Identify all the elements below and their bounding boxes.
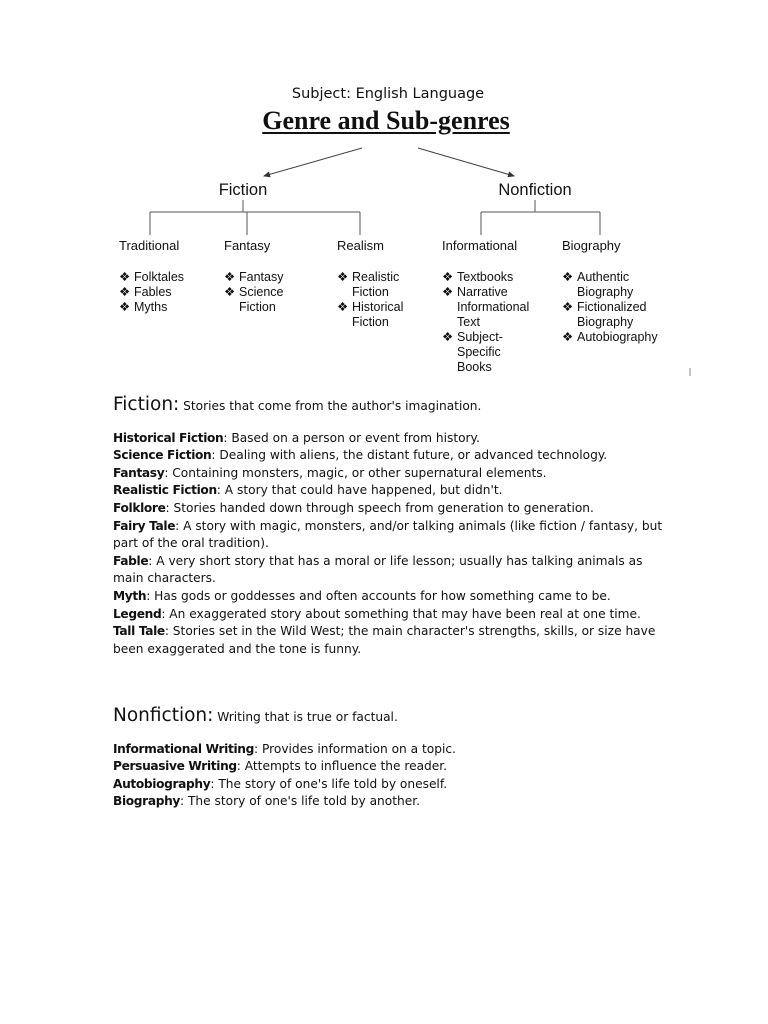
definition-text: : Containing monsters, magic, or other supernatural elements. xyxy=(164,465,547,480)
subgenre-item: Authentic xyxy=(577,270,630,284)
diamond-bullet-icon: ❖ xyxy=(562,330,574,344)
fiction-term-list xyxy=(113,430,673,659)
diamond-bullet-icon: ❖ xyxy=(442,330,454,344)
diamond-bullet-icon: ❖ xyxy=(562,270,574,284)
definition-text: : The story of one's life told by oneself. xyxy=(210,776,448,791)
nonfiction-term-list xyxy=(113,741,673,811)
subgenre-label: Informational xyxy=(442,238,518,253)
definition-item xyxy=(113,758,673,776)
subgenre-item: Biography xyxy=(577,315,634,329)
definition-text: : An exaggerated story about something that may have been real at one time. xyxy=(161,606,641,621)
definition-term: Fairy Tale xyxy=(113,518,176,533)
definition-item xyxy=(113,430,673,448)
definition-term: Fantasy xyxy=(113,465,165,480)
definition-item xyxy=(113,447,673,465)
diamond-bullet-icon: ❖ xyxy=(224,285,236,299)
arrow-to-fiction xyxy=(264,148,362,176)
fiction-heading: Fiction: xyxy=(113,394,180,415)
subgenre-item: Text xyxy=(457,315,480,329)
definition-item xyxy=(113,482,673,500)
definition-term: Myth xyxy=(113,588,147,603)
definition-term: Persuasive Writing xyxy=(113,759,237,774)
diamond-bullet-icon: ❖ xyxy=(224,270,236,284)
definition-term: Realistic Fiction xyxy=(113,483,217,498)
subgenre-item: Myths xyxy=(134,300,168,314)
diamond-bullet-icon: ❖ xyxy=(442,285,454,299)
subgenre-item: Science xyxy=(239,285,284,299)
subgenre-item: Realistic xyxy=(352,270,400,284)
subgenre-label: Fantasy xyxy=(224,238,271,253)
definition-text: : Dealing with aliens, the distant future, or advanced technology. xyxy=(211,448,608,463)
diamond-bullet-icon: ❖ xyxy=(119,300,131,314)
definition-text: : A story with magic, monsters, and/or talking animals (like fiction / fantasy, but part of the oral tradition). xyxy=(113,518,663,551)
subgenre-item: Autobiography xyxy=(577,330,658,344)
definition-item xyxy=(113,588,673,606)
definition-term: Biography xyxy=(113,794,180,809)
subgenre-label: Biography xyxy=(562,238,621,253)
subgenre-item: Fiction xyxy=(352,315,389,329)
fiction-description: Stories that come from the author's imagination. xyxy=(183,399,482,413)
definition-text: : Has gods or goddesses and often accounts for how something came to be. xyxy=(146,588,611,603)
definition-text: : A very short story that has a moral or life lesson; usually has talking animals as main characters. xyxy=(113,553,643,586)
nonfiction-heading-line xyxy=(113,707,673,727)
diamond-bullet-icon: ❖ xyxy=(119,270,131,284)
subgenre-item: Narrative xyxy=(457,285,508,299)
subgenre-item: Fiction xyxy=(352,285,389,299)
diamond-bullet-icon: ❖ xyxy=(119,285,131,299)
definition-text: : The story of one's life told by another. xyxy=(180,794,420,809)
subgenre-item: Specific xyxy=(457,345,501,359)
definition-item xyxy=(113,606,673,624)
definition-term: Folklore xyxy=(113,500,166,515)
definition-term: Informational Writing xyxy=(113,741,254,756)
category-fiction: Fiction xyxy=(218,181,268,199)
subgenre-item: Informational xyxy=(457,300,530,314)
definition-item xyxy=(113,793,673,811)
diamond-bullet-icon: ❖ xyxy=(337,270,349,284)
subgenre-item: Books xyxy=(457,360,492,374)
subgenre-item: Textbooks xyxy=(457,270,514,284)
definition-term: Fable xyxy=(113,553,149,568)
definition-text: : Based on a person or event from history. xyxy=(223,430,480,445)
definition-term: Legend xyxy=(113,606,162,621)
definition-text: : Stories handed down through speech from generation to generation. xyxy=(165,500,594,515)
fiction-section xyxy=(113,396,673,658)
nonfiction-heading: Nonfiction: xyxy=(113,705,214,726)
nonfiction-description: Writing that is true or factual. xyxy=(217,710,398,724)
subgenre-item: Fictionalized xyxy=(577,300,647,314)
definition-item xyxy=(113,553,673,588)
definition-text: : Stories set in the Wild West; the main character's strengths, skills, or size have been exaggerated and the tone is funny. xyxy=(113,624,656,656)
nonfiction-section xyxy=(113,707,673,811)
subgenre-item: Biography xyxy=(577,285,634,299)
definition-item xyxy=(113,518,673,553)
subgenre-item: Fantasy xyxy=(239,270,284,284)
definition-text: : A story that could have happened, but didn't. xyxy=(216,483,503,498)
definition-text: : Attempts to influence the reader. xyxy=(236,759,448,774)
definition-term: Tall Tale xyxy=(113,624,165,639)
page-title: Genre and Sub-genres xyxy=(262,106,510,135)
fiction-heading-line xyxy=(113,396,673,416)
diamond-bullet-icon: ❖ xyxy=(442,270,454,284)
definition-item xyxy=(113,776,673,794)
definition-item xyxy=(113,623,673,658)
subgenre-item: Fiction xyxy=(239,300,276,314)
subject-line: Subject: English Language xyxy=(291,86,485,102)
subgenre-item: Folktales xyxy=(134,270,185,284)
genre-tree-diagram xyxy=(0,0,768,390)
subgenre-item: Fables xyxy=(134,285,172,299)
definition-item xyxy=(113,465,673,483)
subgenre-item: Subject- xyxy=(457,330,503,344)
definition-term: Historical Fiction xyxy=(113,430,224,445)
subgenre-label: Traditional xyxy=(119,238,180,253)
definition-term: Autobiography xyxy=(113,776,211,791)
diamond-bullet-icon: ❖ xyxy=(337,300,349,314)
diamond-bullet-icon: ❖ xyxy=(562,300,574,314)
definition-item xyxy=(113,741,673,759)
definition-term: Science Fiction xyxy=(113,448,212,463)
definition-text: : Provides information on a topic. xyxy=(254,741,456,756)
subgenre-label: Realism xyxy=(337,238,384,253)
definition-item xyxy=(113,500,673,518)
subgenre-item: Historical xyxy=(352,300,404,314)
arrow-to-nonfiction xyxy=(418,148,514,176)
category-nonfiction: Nonfiction xyxy=(498,181,572,199)
